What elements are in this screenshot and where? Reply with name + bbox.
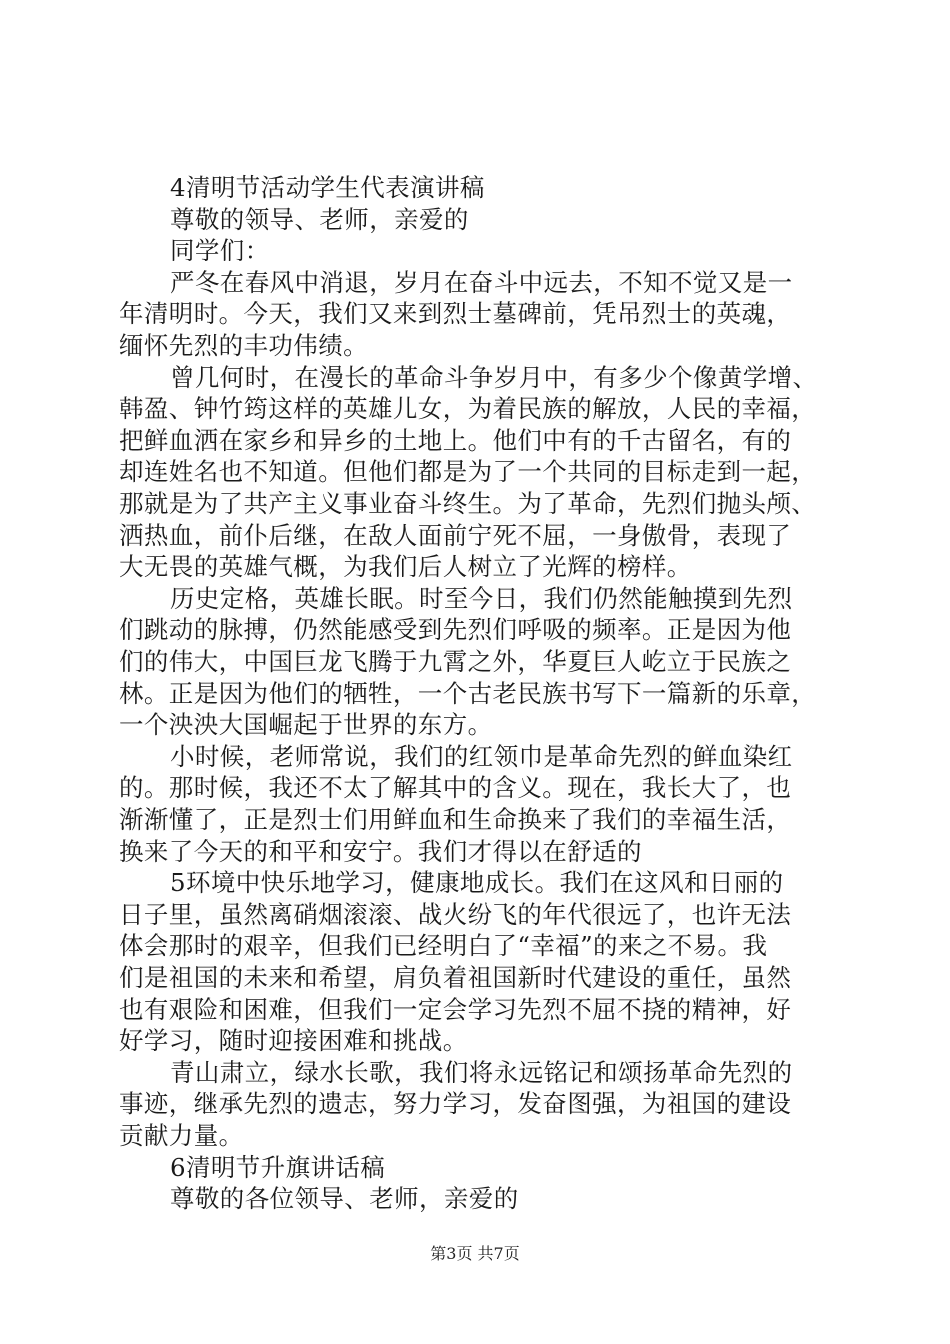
paragraph-line: 换来了今天的和平和安宁。我们才得以在舒适的 (119, 836, 642, 866)
paragraph-line: 缅怀先烈的丰功伟绩。 (119, 331, 368, 360)
paragraph-line: 那就是为了共产主义事业奋斗终生。为了革命，先烈们抛头颅、 (119, 489, 817, 518)
paragraph-line: 年清明时。今天，我们又来到烈士墓碑前，凭吊烈士的英魂， (119, 299, 792, 329)
paragraph-line: 历史定格，英雄长眠。时至今日，我们仍然能触摸到先烈 (170, 583, 793, 613)
paragraph-line: 们跳动的脉搏，仍然能感受到先烈们呼吸的频率。正是因为他 (119, 615, 792, 645)
paragraph-line: 大无畏的英雄气概，为我们后人树立了光辉的榜样。 (119, 552, 692, 582)
paragraph-line: 们的伟大，中国巨龙飞腾于九霄之外，华夏巨人屹立于民族之 (119, 647, 792, 676)
section-heading: 6清明节升旗讲话稿 (170, 1152, 386, 1182)
paragraph-line: 们是祖国的未来和希望，肩负着祖国新时代建设的重任，虽然 (119, 963, 792, 992)
paragraph-line: 小时候，老师常说，我们的红领巾是革命先烈的鲜血染红 (170, 741, 793, 771)
paragraph-line: 青山肃立，绿水长歌，我们将永远铭记和颂扬革命先烈的 (170, 1057, 793, 1087)
salutation-line: 尊敬的各位领导、老师，亲爱的 (170, 1184, 519, 1214)
salutation-line: 尊敬的领导、老师，亲爱的 (170, 204, 469, 234)
paragraph-line: 贡献力量。 (119, 1121, 244, 1150)
salutation-line: 同学们： (170, 236, 270, 266)
paragraph-line: 的。那时候，我还不太了解其中的含义。现在，我长大了，也 (119, 773, 792, 803)
paragraph-line: 把鲜血洒在家乡和异乡的土地上。他们中有的千古留名，有的 (119, 425, 792, 455)
paragraph-line: 韩盈、钟竹筠这样的英雄儿女，为着民族的解放，人民的幸福， (119, 394, 817, 424)
paragraph-line: 5环境中快乐地学习，健康地成长。我们在这风和日丽的 (170, 868, 784, 898)
paragraph-line: 一个泱泱大国崛起于世界的东方。 (119, 710, 493, 740)
paragraph-line: 洒热血，前仆后继，在敌人面前宁死不屈，一身傲骨，表现了 (119, 520, 792, 550)
paragraph-line: 也有艰险和困难，但我们一定会学习先烈不屈不挠的精神，好 (119, 994, 792, 1024)
paragraph-line: 好学习，随时迎接困难和挑战。 (119, 1026, 468, 1056)
paragraph-line: 渐渐懂了，正是烈士们用鲜血和生命换来了我们的幸福生活， (119, 805, 792, 834)
paragraph-line: 体会那时的艰辛，但我们已经明白了“幸福”的来之不易。我 (119, 931, 768, 961)
page-number: 第3页 共7页 (430, 1244, 520, 1263)
paragraph-line: 日子里，虽然离硝烟滚滚、战火纷飞的年代很远了，也许无法 (119, 899, 792, 929)
paragraph-line: 事迹，继承先烈的遗志，努力学习，发奋图强，为祖国的建设 (119, 1089, 792, 1119)
section-heading: 4清明节活动学生代表演讲稿 (170, 173, 485, 202)
paragraph-line: 林。正是因为他们的牺牲，一个古老民族书写下一篇新的乐章， (119, 678, 817, 708)
paragraph-line: 曾几何时，在漫长的革命斗争岁月中，有多少个像黄学增、 (170, 362, 818, 392)
paragraph-line: 严冬在春风中消退，岁月在奋斗中远去，不知不觉又是一 (170, 267, 793, 297)
paragraph-line: 却连姓名也不知道。但他们都是为了一个共同的目标走到一起， (119, 457, 817, 487)
